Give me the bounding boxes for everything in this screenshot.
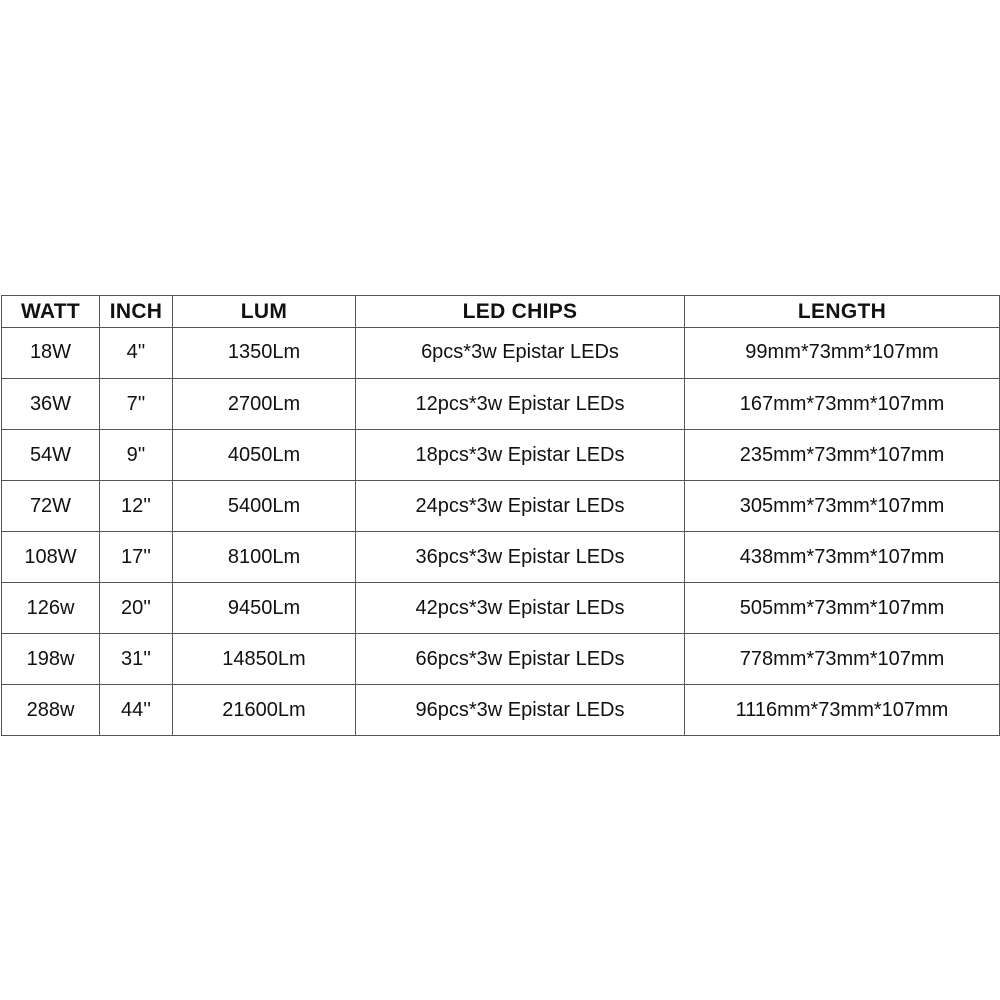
cell-lum: 1350Lm xyxy=(173,328,356,379)
cell-led-chips: 18pcs*3w Epistar LEDs xyxy=(356,430,685,481)
cell-watt: 198w xyxy=(2,634,100,685)
cell-length: 778mm*73mm*107mm xyxy=(685,634,1000,685)
cell-watt: 72W xyxy=(2,481,100,532)
cell-lum: 14850Lm xyxy=(173,634,356,685)
table-row xyxy=(2,634,1000,685)
table-row xyxy=(2,685,1000,736)
cell-inch: 12'' xyxy=(100,481,173,532)
cell-inch: 44'' xyxy=(100,685,173,736)
cell-led-chips: 66pcs*3w Epistar LEDs xyxy=(356,634,685,685)
cell-inch: 4'' xyxy=(100,328,173,379)
table-row xyxy=(2,328,1000,379)
cell-watt: 54W xyxy=(2,430,100,481)
table-header xyxy=(2,296,1000,328)
table-row xyxy=(2,532,1000,583)
cell-lum: 21600Lm xyxy=(173,685,356,736)
cell-lum: 5400Lm xyxy=(173,481,356,532)
cell-length: 1116mm*73mm*107mm xyxy=(685,685,1000,736)
header-lum: LUM xyxy=(173,296,356,328)
cell-inch: 9'' xyxy=(100,430,173,481)
cell-led-chips: 6pcs*3w Epistar LEDs xyxy=(356,328,685,379)
cell-led-chips: 12pcs*3w Epistar LEDs xyxy=(356,379,685,430)
header-led-chips: LED CHIPS xyxy=(356,296,685,328)
cell-length: 99mm*73mm*107mm xyxy=(685,328,1000,379)
cell-watt: 126w xyxy=(2,583,100,634)
cell-length: 235mm*73mm*107mm xyxy=(685,430,1000,481)
cell-led-chips: 96pcs*3w Epistar LEDs xyxy=(356,685,685,736)
cell-inch: 31'' xyxy=(100,634,173,685)
cell-inch: 20'' xyxy=(100,583,173,634)
cell-lum: 8100Lm xyxy=(173,532,356,583)
cell-inch: 7'' xyxy=(100,379,173,430)
table-body xyxy=(2,328,1000,736)
header-length: LENGTH xyxy=(685,296,1000,328)
cell-length: 167mm*73mm*107mm xyxy=(685,379,1000,430)
cell-watt: 288w xyxy=(2,685,100,736)
table-row xyxy=(2,481,1000,532)
table-row xyxy=(2,583,1000,634)
table-row xyxy=(2,379,1000,430)
cell-led-chips: 42pcs*3w Epistar LEDs xyxy=(356,583,685,634)
cell-watt: 18W xyxy=(2,328,100,379)
cell-watt: 108W xyxy=(2,532,100,583)
cell-led-chips: 24pcs*3w Epistar LEDs xyxy=(356,481,685,532)
spec-table xyxy=(1,295,1000,736)
header-inch: INCH xyxy=(100,296,173,328)
cell-watt: 36W xyxy=(2,379,100,430)
cell-lum: 9450Lm xyxy=(173,583,356,634)
header-row xyxy=(2,296,1000,328)
cell-length: 505mm*73mm*107mm xyxy=(685,583,1000,634)
cell-lum: 4050Lm xyxy=(173,430,356,481)
cell-lum: 2700Lm xyxy=(173,379,356,430)
table-row xyxy=(2,430,1000,481)
cell-inch: 17'' xyxy=(100,532,173,583)
cell-length: 305mm*73mm*107mm xyxy=(685,481,1000,532)
cell-led-chips: 36pcs*3w Epistar LEDs xyxy=(356,532,685,583)
header-watt: WATT xyxy=(2,296,100,328)
cell-length: 438mm*73mm*107mm xyxy=(685,532,1000,583)
